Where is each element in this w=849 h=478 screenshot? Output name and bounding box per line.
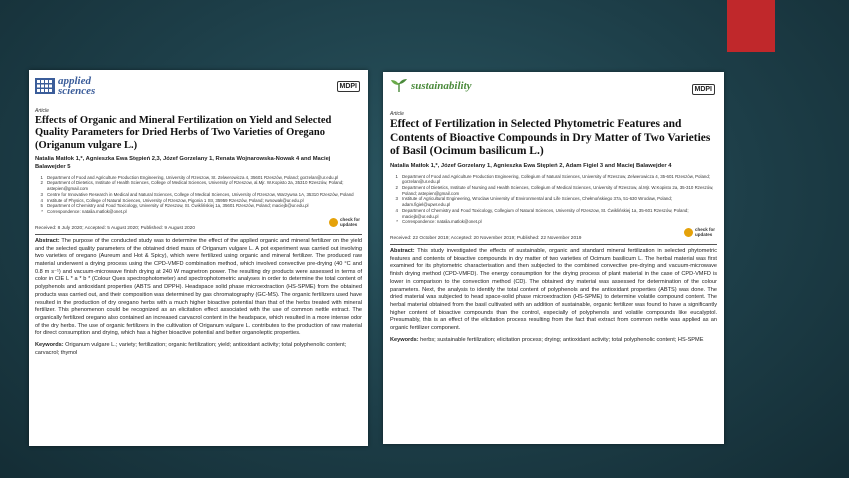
affiliation-number: 4 xyxy=(40,197,43,203)
journal-name-line-2: sciences xyxy=(58,85,96,97)
journal-logo xyxy=(35,76,95,96)
keywords xyxy=(390,337,717,345)
affiliation-text: Correspondence: natalia.matlok@onet.pl xyxy=(47,209,127,215)
affiliation-number: 1 xyxy=(40,174,43,180)
paper-header xyxy=(35,75,362,105)
affiliation-number: * xyxy=(41,209,43,215)
affiliation-number: 5 xyxy=(40,203,43,209)
affiliation-number: 4 xyxy=(395,207,398,213)
abstract-label: Abstract: xyxy=(390,247,415,254)
journal-name-line-1: applied xyxy=(58,75,91,87)
journal-name: sustainability xyxy=(411,80,472,92)
affiliation-text: Department of Food and Agriculture Production Engineering, Collegium of Natural Sciences, University of Rzeszow, Zelwerowicza 4, 35-601 Rzeszów, Poland; gorzelan@ur.edu.pl xyxy=(402,173,710,185)
affiliation-item xyxy=(390,208,717,219)
affiliation-text: Department of Dietetics, Institute of Health Sciences, College of Medical Sciences, University of Rzeszow, al.Mjr. W.Kopisto 2a, 35310 Rzeszów, Poland; astepien@gmail.com xyxy=(47,180,344,192)
affiliation-number: 1 xyxy=(395,173,398,179)
article-type: Article xyxy=(35,108,49,114)
paper-title: Effects of Organic and Mineral Fertilization on Yield and Selected Quality Parameters for Dried Herbs of Two Varieties of Oregano (Origanum vulgare L.) xyxy=(35,115,332,151)
check-updates-line-1: check for xyxy=(339,216,360,222)
affiliation-item xyxy=(35,209,362,215)
affiliation-item xyxy=(390,174,717,185)
affiliation-number: 2 xyxy=(395,184,398,190)
affiliation-number: 3 xyxy=(395,196,398,202)
divider xyxy=(35,234,362,235)
affiliation-text: Institute of Agricultural Engineering, Wroclaw University of Environmental and Life Sciences, Chełmońskiego 37a, 51-630 Wrocław, Poland; adam.figiel@upwr.edu.pl xyxy=(402,196,673,208)
check-updates-line-2: updates xyxy=(339,221,358,227)
affiliation-list xyxy=(390,174,717,225)
check-for-updates-badge[interactable] xyxy=(329,218,360,227)
publisher-logo: MDPI xyxy=(692,84,716,95)
paper-header xyxy=(390,78,717,108)
affiliation-list xyxy=(35,175,362,215)
affiliation-number: * xyxy=(396,219,398,225)
article-type: Article xyxy=(390,111,404,117)
affiliation-number: 3 xyxy=(40,191,43,197)
check-updates-icon xyxy=(684,228,693,237)
paper-applied-sciences xyxy=(29,70,368,446)
keywords-label: Keywords: xyxy=(390,336,419,343)
keywords-text: herbs; sustainable fertilization; elicitation process; drying; antioxidant activity; total polyphenolic content; HS-SPME xyxy=(420,336,704,343)
accent-rectangle xyxy=(727,0,775,52)
divider xyxy=(390,244,717,245)
affiliation-item xyxy=(35,180,362,191)
publisher-logo: MDPI xyxy=(337,81,361,92)
paper-sustainability xyxy=(383,72,724,444)
affiliation-text: Institute of Physics, College of Natural Sciences, University of Rzeszow, Pigonia 1 Str, 35959 Rzeszów, Poland; rwnowak@ur.edu.pl xyxy=(47,197,304,203)
affiliation-item xyxy=(390,219,717,225)
affiliation-text: Department of Chemistry and Food Toxicology, University of Rzeszow, St. Ćwiklińskiej 1a, 35601 Rzeszów, Poland; maciejb@ur.edu.pl xyxy=(47,203,309,209)
journal-logo xyxy=(390,79,472,93)
abstract-text: The purpose of the conducted study was to determine the effect of the applied organic and mineral fertilizer on the yield and the selected quality parameters of the obtained dried mass of Origanum vulgare L. A pot experiment was carried out involving two varieties of oregano (Aureum and Hot & Spicy), which were fertilized using organic and mineral fertilizer. The produced raw material underwent a drying process using the CPD-VMFD combination method, which involved convective pre-drying (40 °C and 0.8 m s⁻¹) and vacuum-microwave finish drying at 240 W magnetron power. The resulting dry products were assessed in terms of color in CIE L * a * b * (Colour Ques spectrophotometer) and spectrophotometric analyses in order to determine the total content of polyphenols and antioxidant properties (ABTS and DPPH). Headspace solid phase microextraction (HS-SPME) from the obtained products was carried out, and their composition was determined by gas chromatography (GC-MS). The organic fertilizers used have resulted in the production of dry oregano herbs with a much higher bioactive potential than that of the herbs treated with mineral fertilizer. This phenomenon could be recognized as an elicitation effect associated with the use of common nettle extract. The organically fertilized oregano also contained an increased carvacrol content in the headspace, which resulted in a more intense odor of the dry herbs. The use of organic fertilizers in the cultivation of Origanum vulgare L. contributes to the production of raw material for direct consumption and drying, which has a higher bioactive potential and better organoleptic properties. xyxy=(35,237,363,337)
applied-sciences-logo-icon xyxy=(35,78,55,94)
paper-title: Effect of Fertilization in Selected Phytometric Features and Contents of Bioactive Compounds in Dry Matter of Two Varieties of Basil (Ocimum basilicum L.) xyxy=(390,118,711,158)
dates-text: Received: 22 October 2019; Accepted: 20 November 2019; Published: 22 November 2019 xyxy=(390,235,582,241)
keywords-label: Keywords: xyxy=(35,342,64,349)
abstract xyxy=(35,238,362,338)
check-updates-icon xyxy=(329,218,338,227)
affiliation-item xyxy=(390,196,717,207)
affiliation-text: Department of Food and Agriculture Production Engineering, University of Rzeszow, St. Zelwerowicza 4, 35601 Rzeszów, Poland; gorzelan@ur.edu.pl xyxy=(47,174,339,180)
author-list: Natalia Matłok 1,*, Agnieszka Ewa Stępień 2,3, Józef Gorzelany 1, Renata Wojnarowska-Nowak 4 and Maciej Balawejder 5 xyxy=(35,156,331,170)
dates-text: Received: 8 July 2020; Accepted: 5 August 2020; Published: 9 August 2020 xyxy=(35,225,196,231)
publication-dates xyxy=(390,228,717,241)
sustainability-leaf-icon xyxy=(390,79,408,93)
check-for-updates-badge[interactable] xyxy=(684,228,715,237)
author-list: Natalia Matłok 1,*, Józef Gorzelany 1, Agnieszka Ewa Stępień 2, Adam Figiel 3 and Maciej Balawejder 4 xyxy=(390,162,672,169)
keywords-text: Origanum vulgare L.; variety; fertilization; organic fertilization; yield; antioxidant activity; total polyphenolic content; carvacrol; thymol xyxy=(35,342,347,356)
check-updates-line-1: check for xyxy=(694,226,715,232)
abstract-label: Abstract: xyxy=(35,237,60,244)
keywords xyxy=(35,342,362,357)
affiliation-text: Centre for Innovative Research in Medical and Natural Sciences, College of Medical Sciences, University of Rzeszow, Warzywna 1A, 35310 Rzeszów, Poland xyxy=(47,191,354,197)
affiliation-text: Correspondence: natalia.matlok@onet.pl xyxy=(402,219,482,225)
publication-dates xyxy=(35,218,362,231)
affiliation-item xyxy=(390,185,717,196)
affiliation-number: 2 xyxy=(40,180,43,186)
abstract-text: This study investigated the effects of sustainable, organic and standard mineral fertilization in selected phytometric features and contents of bioactive compounds in dry matter of two varieties of Ocimum basilicum L. The herbal material was first examined for its phytometric characterisation and then subjected to the combined convective pre-drying and vacuum-microwave finish drying method (CPD-VMFD). The energy consumption for the drying process of plant material in the case of CPD-VMFD is lower in comparison to the convection method (CD). The obtained dry material was assessed for determination of the colour parameters. Next, the analysis to identify the total content of polyphenols and the antioxidant properties (ABTS) was done. The dried material was subjected to head space-solid phase microextraction (HS-SPME) to determine volatile compound content. The herbal material obtained from the basil cultivated with an addition of sustainable, organic fertilizer was found to have a significantly higher content of bioactive compounds than the control, especially of polyphenols and volatile compounds like eucalyptol. Presumably, this is an effect of the elicitation process resulting from the fact that extract from common nettle was applied as an organic fertilizer component. xyxy=(390,247,717,332)
abstract xyxy=(390,248,717,333)
affiliation-text: Department of Dietetics, Institute of Nursing and Health Sciences, Collegium of Medical Sciences, University of Rzeszow, al.Mjr. W.Kopisto 2a, 35-310 Rzeszów, Poland; astepien@gmail.com xyxy=(402,184,714,196)
affiliation-text: Department of Chemistry and Food Toxicology, Collegium of Natural Sciences, University of Rzeszow, St. Ćwiklińskiej 1a, 35-601 Rzeszów, Poland; maciejb@ur.edu.pl xyxy=(402,207,689,219)
check-updates-line-2: updates xyxy=(694,231,713,237)
